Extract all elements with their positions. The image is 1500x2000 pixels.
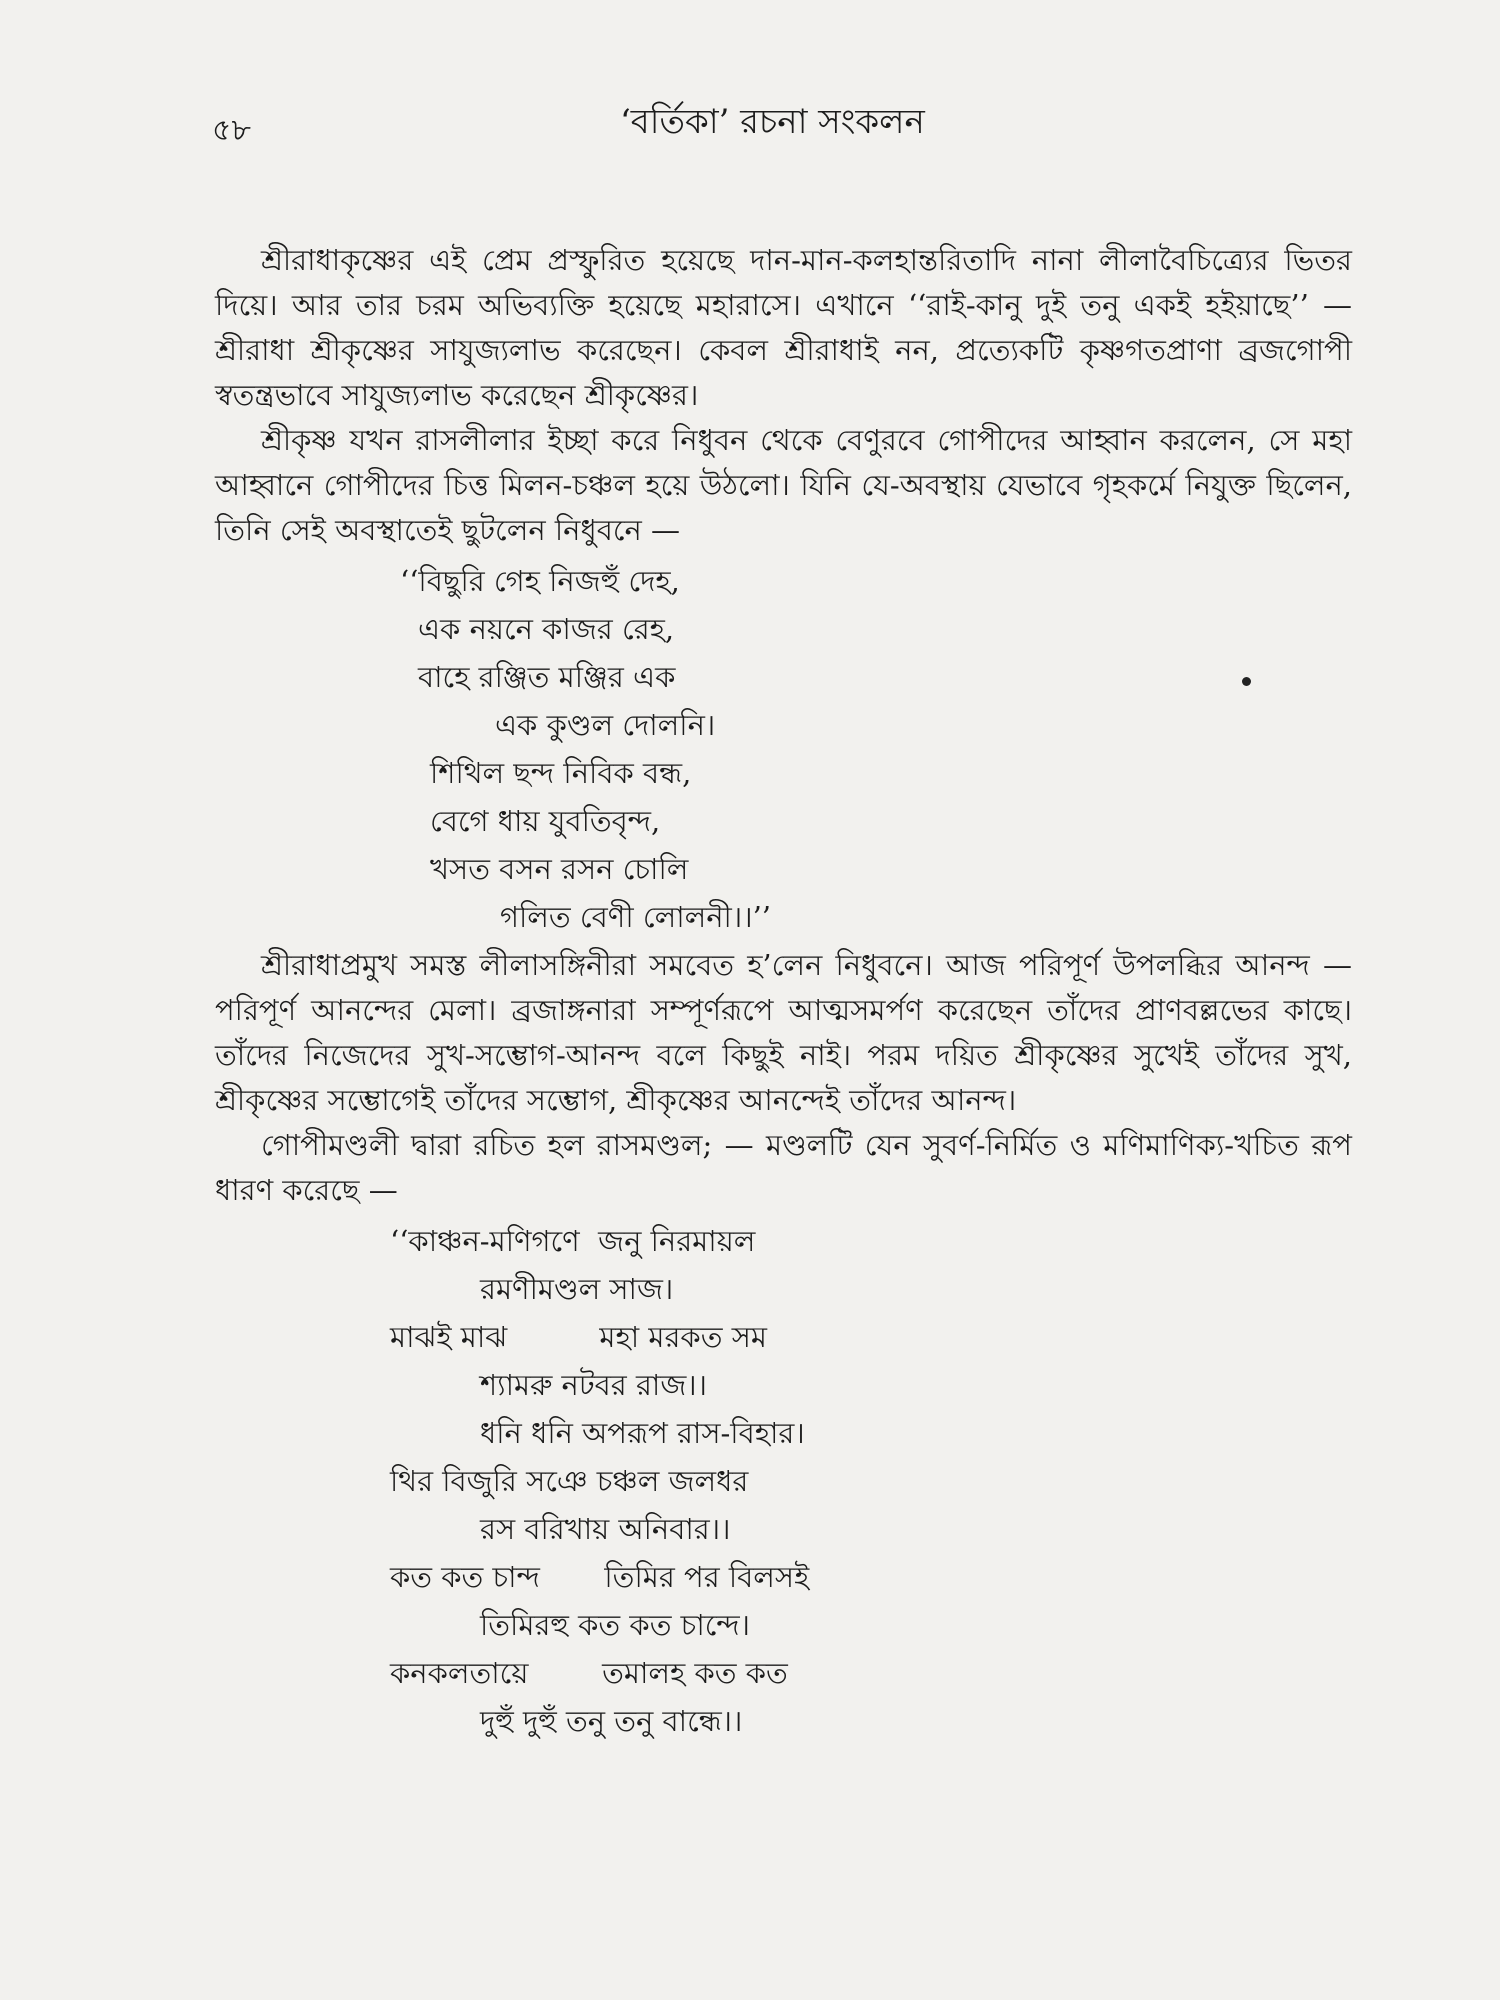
paragraph: শ্রীরাধাপ্রমুখ সমস্ত লীলাসঙ্গিনীরা সমবেত হ’লেন নিধুবনে। আজ পরিপূর্ণ উপলব্ধির আনন্দ —পরিপূর্ণ আনন্দের মেলা। ব্রজাঙ্গনারা সম্পূর্ণরূপে আত্মসমর্পণ করেছেন তাঁদের প্রাণবল্লভের কাছে। তাঁদের নিজেদের সুখ-সম্ভোগ-আনন্দ বলে কিছুই নাই। পরম দয়িত শ্রীকৃষ্ণের সুখেই তাঁদের সুখ, শ্রীকৃষ্ণের সম্ভোগেই তাঁদের সম্ভোগ, শ্রীকৃষ্ণের আনন্দেই তাঁদের আনন্দ। [215, 948, 1352, 1117]
verse-line: এক কুণ্ডল দোলনি। [495, 708, 716, 742]
verse-line: রস বরিখায় অনিবার।। [480, 1512, 731, 1546]
verse-line: এক নয়নে কাজর রেহ, [418, 612, 675, 646]
verse-line: ধনি ধনি অপরূপ রাস-বিহার। [480, 1416, 805, 1450]
verse-line: দুহুঁ দুহুঁ তনু তনু বান্ধে।। [480, 1704, 743, 1738]
verse-line: মাঝই মাঝ মহা মরকত সম [390, 1320, 767, 1354]
verse-line: কনকলতায়ে তমালহ কত কত [390, 1656, 788, 1690]
paragraph: শ্রীরাধাকৃষ্ণের এই প্রেম প্রস্ফুরিত হয়েছে দান-মান-কলহান্তরিতাদি নানা লীলাবৈচিত্র্যের ভিতর দিয়ে। আর তার চরম অভিব্যক্তি হয়েছে মহারাসে। এখানে ‘‘রাই-কানু দুই তনু একই হইয়াছে’’ — শ্রীরাধা শ্রীকৃষ্ণের সাযুজ্যলাভ করেছেন। কেবল শ্রীরাধাই নন, প্রত্যেকটি কৃষ্ণগতপ্রাণা ব্রজগোপী স্বতন্ত্রভাবে সাযুজ্যলাভ করেছেন শ্রীকৃষ্ণের। [215, 243, 1352, 412]
page-number: ৫৮ [212, 113, 251, 148]
verse-line: তিমিরহু কত কত চান্দে। [480, 1608, 751, 1642]
verse-line: বেগে ধায় যুবতিবৃন্দ, [430, 804, 661, 838]
body-text [215, 238, 1352, 1747]
verse-line: শিথিল ছন্দ নিবিক বন্ধ, [430, 756, 692, 790]
ink-dot [1242, 677, 1251, 686]
paragraph: গোপীমণ্ডলী দ্বারা রচিত হল রাসমণ্ডল; — মণ্ডলটি যেন সুবর্ণ-নির্মিত ও মণিমাণিক্য-খচিত রূপ ধারণ করেছে — [215, 1128, 1352, 1207]
verse-line: খসত বসন রসন চোলি [430, 852, 689, 886]
verse-block [390, 1217, 1352, 1745]
verse-line: রমণীমণ্ডল সাজ। [480, 1272, 674, 1306]
verse-line: ‘‘বিছুরি গেহ নিজহুঁ দেহ, [400, 564, 680, 598]
verse-line: কত কত চান্দ তিমির পর বিলসই [390, 1560, 810, 1594]
verse-line: গলিত বেণী লোলনী।।’’ [500, 900, 772, 934]
verse-line: থির বিজুরি সঞে চঞ্চল জলধর [390, 1464, 749, 1498]
running-title: ‘বর্তিকা’ রচনা সংকলন [620, 102, 925, 142]
verse-line: বাহে রঞ্জিত মঞ্জির এক [418, 660, 676, 694]
verse-block [400, 557, 1352, 941]
verse-line: ‘‘কাঞ্চন-মণিগণে জনু নিরমায়ল [390, 1224, 756, 1258]
paragraph: শ্রীকৃষ্ণ যখন রাসলীলার ইচ্ছা করে নিধুবন থেকে বেণুরবে গোপীদের আহ্বান করলেন, সে মহা আহ্বানে গোপীদের চিত্ত মিলন-চঞ্চল হয়ে উঠলো। যিনি যে-অবস্থায় যেভাবে গৃহকর্মে নিযুক্ত ছিলেন, তিনি সেই অবস্থাতেই ছুটলেন নিধুবনে — [215, 423, 1352, 547]
verse-line: শ্যামরু নটবর রাজ।। [480, 1368, 708, 1402]
page-header [0, 96, 1500, 156]
